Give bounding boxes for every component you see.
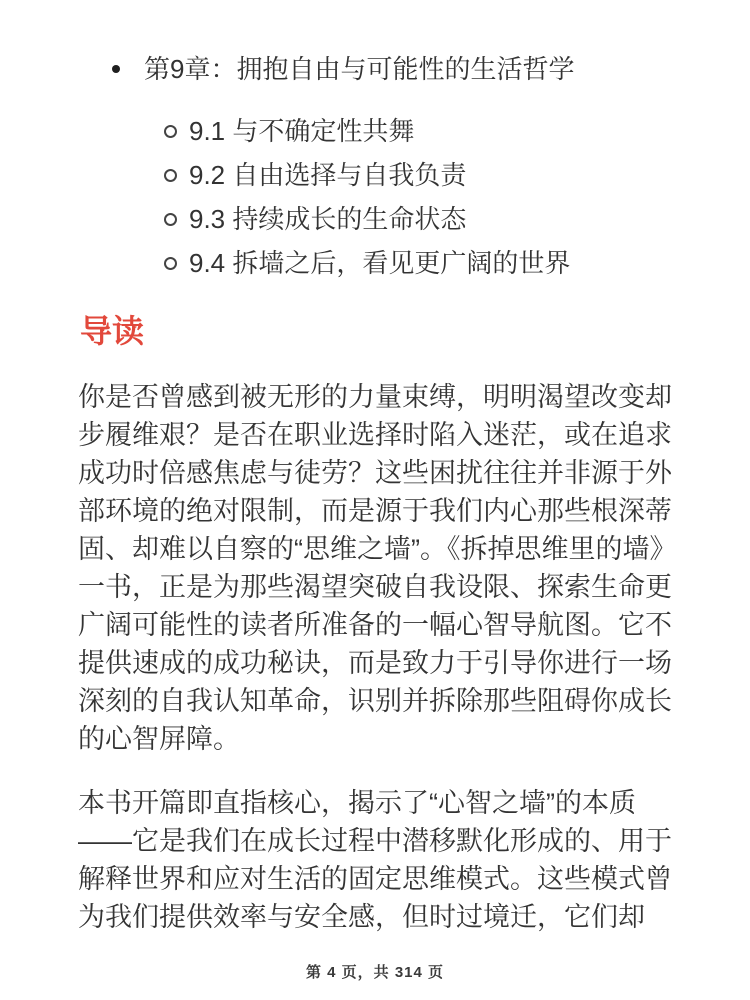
hollow-bullet-icon (164, 169, 177, 182)
toc-section-item (78, 248, 672, 278)
hollow-bullet-icon (164, 257, 177, 270)
toc-section-item (78, 160, 672, 190)
hollow-bullet-icon (164, 125, 177, 138)
toc-section-label: 9.1 与不确定性共舞 (189, 116, 415, 146)
intro-paragraph-2: 本书开篇即直指核心，揭示了“心智之墙”的本质——它是我们在成长过程中潜移默化形成的、用于解释世界和应对生活的固定思维模式。这些模式曾为我们提供效率与安全感，但时过境迁，它们却 (78, 788, 672, 932)
toc-section-item (78, 204, 672, 234)
toc-section-label: 9.3 持续成长的生命状态 (189, 204, 467, 234)
toc-list (78, 52, 672, 278)
toc-chapter-item (78, 52, 672, 86)
toc-section-list (78, 116, 672, 278)
toc-section-label: 9.4 拆墙之后，看见更广阔的世界 (189, 248, 571, 278)
toc-section-label: 9.2 自由选择与自我负责 (189, 160, 467, 190)
toc-section-item (78, 116, 672, 146)
filled-bullet-icon (112, 65, 120, 73)
hollow-bullet-icon (164, 213, 177, 226)
page-indicator: 第 4 页，共 314 页 (305, 964, 445, 981)
section-heading: 导读 (80, 313, 145, 349)
toc-chapter-label: 第9章：拥抱自由与可能性的生活哲学 (144, 54, 575, 84)
intro-paragraph-1: 你是否曾感到被无形的力量束缚，明明渴望改变却步履维艰？是否在职业选择时陷入迷茫，或在追求成功时倍感焦虑与徒劳？这些困扰往往并非源于外部环境的绝对限制，而是源于我们内心那些根深蒂固、却难以自察的“思维之墙”。《拆掉思维里的墙》一书，正是为那些渴望突破自我设限、探索生命更广阔可能性的读者所准备的一幅心智导航图。它不提供速成的成功秘诀，而是致力于引导你进行一场深刻的自我认知革命，识别并拆除那些阻碍你成长的心智屏障。 (78, 382, 672, 754)
